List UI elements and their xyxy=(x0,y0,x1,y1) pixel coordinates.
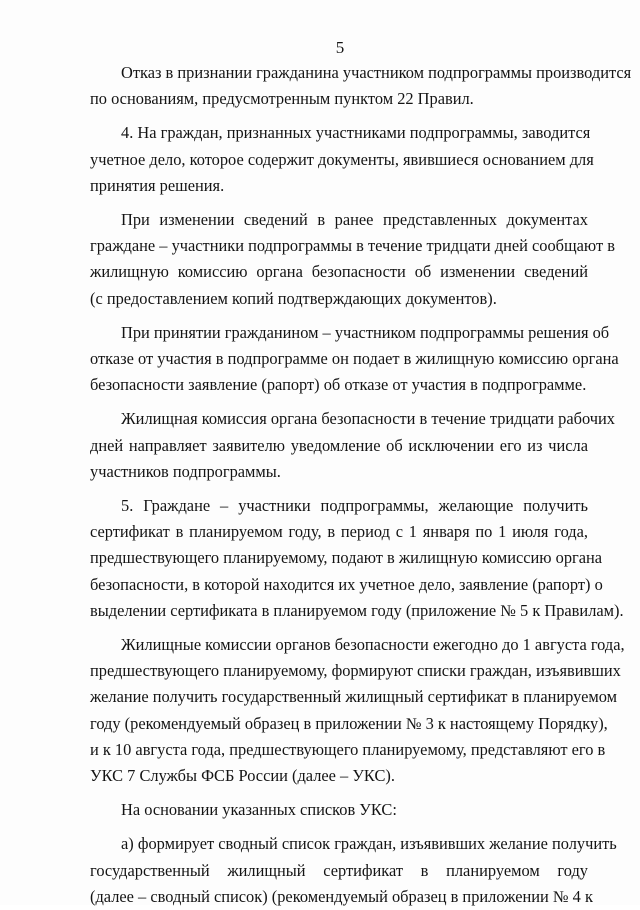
text-line: безопасности, в которой находится их учетное дело, заявление (рапорт) о xyxy=(90,574,603,594)
text-line: по основаниям, предусмотренным пунктом 22 Правил. xyxy=(90,89,474,109)
text-line: участников подпрограммы. xyxy=(90,461,281,481)
text-line: выделении сертификата в планируемом году (приложение № 5 к Правилам). xyxy=(90,600,624,620)
text-line: Жилищная комиссия органа безопасности в течение тридцати рабочих xyxy=(121,409,615,429)
paragraph xyxy=(90,831,617,910)
text-line: принятия решения. xyxy=(90,175,225,195)
page-number: 5 xyxy=(335,38,345,57)
text-line: предшествующего планируемому, подают в жилищную комиссию органа xyxy=(90,548,603,568)
paragraph xyxy=(90,60,632,112)
text-line: (с предоставлением копий подтверждающих документов). xyxy=(90,288,497,308)
text-line: безопасности заявление (рапорт) об отказе от участия в подпрограмме. xyxy=(90,375,587,395)
text-line: учетное дело, которое содержит документы, явившиеся основанием для xyxy=(90,149,594,169)
text-line: (далее – сводный список) (рекомендуемый образец в приложении № 4 к xyxy=(90,886,593,906)
text-line: дней направляет заявителю уведомление об исключении его из числа xyxy=(90,435,588,455)
paragraph xyxy=(90,120,594,199)
text-line: При изменении сведений в ранее представленных документах xyxy=(121,210,588,230)
text-line: предшествующего планируемому, формируют списки граждан, изъявивших xyxy=(90,661,621,681)
text-line: желание получить государственный жилищный сертификат в планируемом xyxy=(90,687,618,707)
text-line: а) формирует сводный список граждан, изъявивших желание получить xyxy=(121,834,617,854)
text-line: Отказ в признании гражданина участником подпрограммы производится xyxy=(121,63,632,82)
paragraph xyxy=(90,632,625,789)
paragraph xyxy=(90,493,624,624)
paragraph xyxy=(90,207,615,312)
text-line: государственный жилищный сертификат в планируемом году xyxy=(90,860,588,880)
text-line: 5. Граждане – участники подпрограммы, желающие получить xyxy=(121,496,588,516)
text-line: 4. На граждан, признанных участниками подпрограммы, заводится xyxy=(121,123,591,143)
text-line: Жилищные комиссии органов безопасности ежегодно до 1 августа года, xyxy=(121,635,625,655)
text-line: граждане – участники подпрограммы в течение тридцати дней сообщают в xyxy=(90,236,615,256)
paragraph xyxy=(90,406,615,485)
text-line: УКС 7 Службы ФСБ России (далее – УКС). xyxy=(90,766,395,786)
paragraph xyxy=(90,320,619,399)
text-line: На основании указанных списков УКС: xyxy=(121,800,397,820)
text-line: и к 10 августа года, предшествующего планируемому, представляют его в xyxy=(90,739,606,759)
text-line: отказе от участия в подпрограмме он подает в жилищную комиссию органа xyxy=(90,349,619,369)
text-line: При принятии гражданином – участником подпрограммы решения об xyxy=(121,322,610,342)
text-line: сертификат в планируемом году, в период с 1 января по 1 июля года, xyxy=(90,522,588,542)
document-body xyxy=(90,60,632,910)
paragraph xyxy=(90,797,588,823)
text-line: году (рекомендуемый образец в приложении № 3 к настоящему Порядку), xyxy=(90,713,608,733)
text-line: жилищную комиссию органа безопасности об изменении сведений xyxy=(90,262,588,282)
